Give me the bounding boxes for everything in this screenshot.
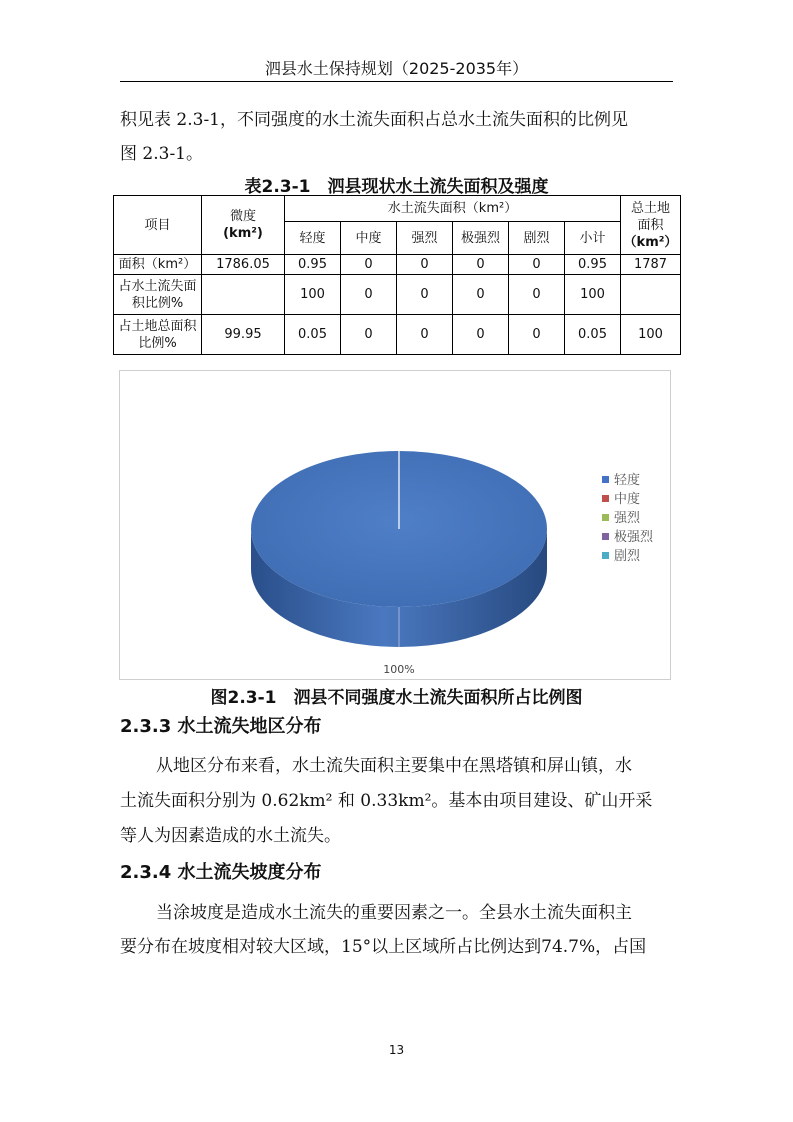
cell-value: 0 — [341, 315, 397, 355]
col-header-very-strong: 极强烈 — [453, 222, 509, 255]
legend-label-1: 中度 — [614, 492, 641, 507]
col-header-subtotal: 小计 — [565, 222, 621, 255]
cell-value: 0 — [397, 255, 453, 275]
row-label: 面积（km²） — [114, 255, 202, 275]
row-label: 占水土流失面积比例% — [114, 275, 202, 315]
col-header-severe: 剧烈 — [509, 222, 565, 255]
intro-line-2: 图 2.3-1。 — [120, 144, 203, 164]
cell-total: 1787 — [621, 255, 681, 275]
cell-total: 100 — [621, 315, 681, 355]
cell-micro — [202, 275, 285, 315]
cell-value: 0 — [453, 255, 509, 275]
col-header-moderate: 中度 — [341, 222, 397, 255]
col-header-total — [621, 196, 681, 255]
cell-value: 0.05 — [285, 315, 341, 355]
sec233-line-1: 从地区分布来看，水土流失面积主要集中在黑塔镇和屏山镇，水 — [156, 756, 632, 776]
col-header-micro-unit: (km²) — [223, 226, 263, 241]
legend-label-3: 极强烈 — [614, 530, 654, 545]
legend-label-2: 强烈 — [614, 511, 641, 526]
cell-value: 0 — [509, 315, 565, 355]
pie-data-label: 100% — [383, 663, 415, 676]
cell-total — [621, 275, 681, 315]
cell-value: 100 — [565, 275, 621, 315]
cell-value: 100 — [285, 275, 341, 315]
cell-value: 0 — [397, 315, 453, 355]
legend-label-0: 轻度 — [614, 473, 641, 488]
col-header-total-line2: 面积 — [637, 217, 664, 233]
sec234-line-1: 当涂坡度是造成水土流失的重要因素之一。全县水土流失面积主 — [156, 903, 632, 923]
legend-swatch-2 — [602, 514, 609, 521]
cell-value: 0 — [509, 275, 565, 315]
sec233-line-3: 等人为因素造成的水土流失。 — [120, 826, 341, 846]
cell-value: 0.05 — [565, 315, 621, 355]
row-label: 占土地总面积比例% — [114, 315, 202, 355]
cell-value: 0 — [341, 275, 397, 315]
legend-swatch-1 — [602, 495, 609, 502]
running-header: 泗县水土保持规划（2025-2035年） — [264, 59, 529, 78]
table-row — [114, 275, 681, 315]
col-header-light: 轻度 — [285, 222, 341, 255]
table-row — [114, 255, 681, 275]
header-rule — [120, 81, 673, 82]
soil-erosion-table — [113, 195, 681, 355]
section-heading-2-3-4: 2.3.4 水土流失坡度分布 — [120, 862, 322, 883]
page-number: 13 — [388, 1043, 405, 1057]
cell-value: 0 — [453, 315, 509, 355]
legend-label-4: 剧烈 — [614, 549, 641, 564]
sec233-line-2: 土流失面积分别为 0.62km² 和 0.33km²。基本由项目建设、矿山开采 — [120, 791, 653, 811]
col-header-item: 项目 — [114, 196, 202, 255]
cell-value: 0 — [509, 255, 565, 275]
legend-swatch-0 — [602, 476, 609, 483]
pie-chart-frame — [119, 370, 671, 680]
cell-micro: 99.95 — [202, 315, 285, 355]
table-title: 表2.3-1 泗县现状水土流失面积及强度 — [244, 177, 549, 197]
cell-value: 0 — [453, 275, 509, 315]
cell-value: 0.95 — [285, 255, 341, 275]
cell-value: 0 — [341, 255, 397, 275]
sec234-line-2: 要分布在坡度相对较大区域，15°以上区域所占比例达到74.7%，占国 — [120, 937, 647, 957]
col-header-total-unit: （km²） — [623, 234, 678, 250]
section-heading-2-3-3: 2.3.3 水土流失地区分布 — [120, 716, 322, 737]
cell-value: 0 — [397, 275, 453, 315]
col-header-strong: 强烈 — [397, 222, 453, 255]
intro-line-1: 积见表 2.3-1，不同强度的水土流失面积占总水土流失面积的比例见 — [120, 110, 628, 130]
col-header-micro — [202, 196, 285, 255]
col-header-micro-label: 微度 — [229, 209, 256, 224]
cell-value: 0.95 — [565, 255, 621, 275]
col-header-total-line1: 总土地 — [630, 200, 670, 216]
legend-swatch-4 — [602, 552, 609, 559]
pie-chart — [120, 371, 670, 679]
cell-micro: 1786.05 — [202, 255, 285, 275]
figure-caption: 图2.3-1 泗县不同强度水土流失面积所占比例图 — [210, 688, 583, 708]
legend-swatch-3 — [602, 533, 609, 540]
col-header-erosion-group: 水土流失面积（km²） — [285, 196, 621, 222]
table-row — [114, 315, 681, 355]
